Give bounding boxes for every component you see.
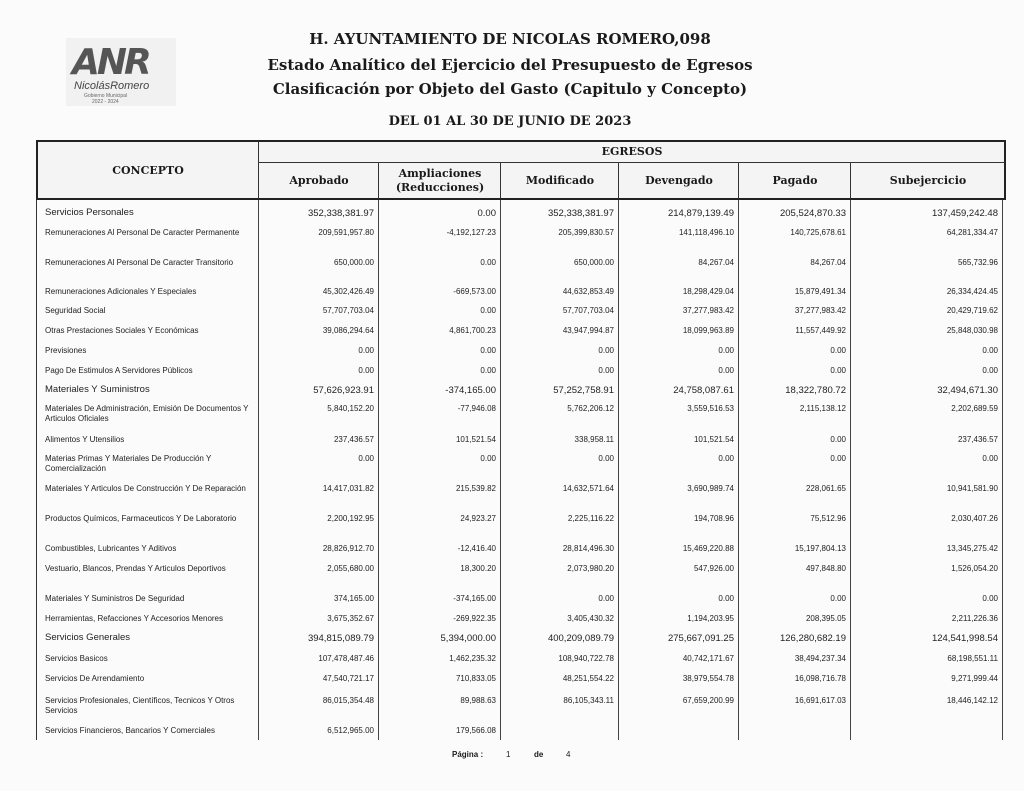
row-value: 0.00 xyxy=(830,435,846,444)
row-value: 2,202,689.59 xyxy=(951,404,998,413)
row-value: 228,061.65 xyxy=(805,484,846,493)
row-value: 84,267.04 xyxy=(698,258,734,267)
row-concept: Seguridad Social xyxy=(45,306,106,315)
row-value: 2,115,138.12 xyxy=(799,404,846,413)
row-value: 24,923.27 xyxy=(460,514,496,523)
col-header-modificado: Modificado xyxy=(500,163,619,198)
row-value: 68,198,551.11 xyxy=(947,654,998,663)
row-value: 107,478,487.46 xyxy=(318,654,374,663)
row-value: 205,524,870.33 xyxy=(779,208,846,219)
row-value: 0.00 xyxy=(982,346,998,355)
row-value: 0.00 xyxy=(830,454,846,463)
row-value: -669,573.00 xyxy=(453,287,496,296)
title-institution: H. AYUNTAMIENTO DE NICOLAS ROMERO,098 xyxy=(309,30,711,48)
row-value: 2,073,980.20 xyxy=(567,564,614,573)
row-value: -4,192,127.23 xyxy=(446,228,496,237)
row-value: 205,399,830.57 xyxy=(558,228,614,237)
logo-mark: ANR xyxy=(72,42,149,83)
row-value: 5,394,000.00 xyxy=(440,633,496,644)
row-value: 16,098,716.78 xyxy=(794,674,846,683)
row-concept: Vestuario, Blancos, Prendas Y Articulos Deportivos xyxy=(45,564,226,573)
row-concept: Herramientas, Refacciones Y Accesorios Menores xyxy=(45,614,224,623)
row-value: 20,429,719.62 xyxy=(946,306,998,315)
row-value: 2,200,192.95 xyxy=(327,514,374,523)
row-value: 208,395.05 xyxy=(805,614,846,623)
egresos-header: EGRESOS xyxy=(258,142,1005,163)
row-value: 26,334,424.45 xyxy=(946,287,998,296)
row-value: 0.00 xyxy=(830,366,846,375)
row-value: 400,209,089.79 xyxy=(547,633,614,644)
row-value: 2,030,407.26 xyxy=(951,514,998,523)
row-value: 0.00 xyxy=(598,346,614,355)
row-value: 18,099,963.89 xyxy=(682,326,734,335)
row-value: 3,675,352.67 xyxy=(327,614,374,623)
row-concept: Remuneraciones Adicionales Y Especiales xyxy=(45,287,197,296)
row-value: 3,690,989.74 xyxy=(687,484,734,493)
row-value: 5,840,152.20 xyxy=(327,404,374,413)
row-value: 43,947,994.87 xyxy=(562,326,614,335)
row-value: 1,526,054.20 xyxy=(951,564,998,573)
row-value: 215,539.82 xyxy=(455,484,496,493)
row-value: 47,540,721.17 xyxy=(322,674,374,683)
row-value: 3,559,516.53 xyxy=(687,404,734,413)
row-value: 64,281,334.47 xyxy=(946,228,998,237)
row-value: 141,118,496.10 xyxy=(678,228,734,237)
row-value: 15,197,804.13 xyxy=(794,544,846,553)
logo-years: 2022 - 2024 xyxy=(92,99,119,105)
row-value: 45,302,426.49 xyxy=(322,287,374,296)
row-value: -12,416.40 xyxy=(457,544,496,553)
row-concept: Productos Químicos, Farmaceuticos Y De Laboratorio xyxy=(45,514,237,523)
row-value: 75,512.96 xyxy=(810,514,846,523)
row-value: 18,300.20 xyxy=(460,564,496,573)
row-value: 0.00 xyxy=(718,366,734,375)
row-value: -374,165.00 xyxy=(445,385,496,396)
row-value: 0.00 xyxy=(480,306,496,315)
row-value: 44,632,853.49 xyxy=(562,287,614,296)
row-value: 0.00 xyxy=(358,366,374,375)
row-value: 126,280,682.19 xyxy=(779,633,846,644)
row-value: 86,015,354.48 xyxy=(322,696,374,705)
row-value: 16,691,617.03 xyxy=(794,696,846,705)
row-concept: Materiales De Administración, Emisión De Documentos Y Articulos Oficiales xyxy=(45,404,249,423)
budget-table xyxy=(36,140,1004,740)
col-header-aprobado: Aprobado xyxy=(258,163,379,198)
row-value: 710,833.05 xyxy=(455,674,496,683)
row-value: 18,446,142.12 xyxy=(946,696,998,705)
total-pages: 4 xyxy=(566,750,571,759)
row-value: 275,667,091.25 xyxy=(667,633,734,644)
document-titles xyxy=(200,30,820,98)
row-value: 101,521.54 xyxy=(693,435,734,444)
title-report: Estado Analítico del Ejercicio del Presupuesto de Egresos xyxy=(267,56,753,74)
row-value: 32,494,671.30 xyxy=(937,385,998,396)
row-value: 14,632,571.64 xyxy=(562,484,614,493)
row-value: 86,105,343.11 xyxy=(563,696,614,705)
page-label: Página : xyxy=(452,750,484,759)
row-value: 214,879,139.49 xyxy=(667,208,734,219)
row-value: 209,591,957.80 xyxy=(318,228,374,237)
page-number: 1 xyxy=(506,750,511,759)
row-value: 57,252,758.91 xyxy=(553,385,614,396)
row-value: 25,848,030.98 xyxy=(946,326,998,335)
row-value: 2,211,226.36 xyxy=(951,614,998,623)
row-value: 40,742,171.67 xyxy=(682,654,734,663)
row-concept: Remuneraciones Al Personal De Caracter Transitorio xyxy=(45,258,234,267)
logo-subtitle: Gobierno Municipal xyxy=(84,93,128,99)
row-value: 28,826,912.70 xyxy=(322,544,374,553)
row-value: 124,541,998.54 xyxy=(931,633,998,644)
row-value: 237,436.57 xyxy=(333,435,374,444)
row-value: 0.00 xyxy=(358,454,374,463)
row-value: 0.00 xyxy=(830,346,846,355)
row-concept: Pago De Estimulos A Servidores Públicos xyxy=(45,366,193,375)
row-value: 0.00 xyxy=(598,594,614,603)
row-value: -374,165.00 xyxy=(453,594,496,603)
row-value: 0.00 xyxy=(718,346,734,355)
row-concept: Servicios Generales xyxy=(45,632,131,643)
row-concept: Servicios De Arrendamiento xyxy=(45,674,145,683)
row-value: 0.00 xyxy=(480,366,496,375)
row-value: 140,725,678.61 xyxy=(790,228,846,237)
row-value: 37,277,983.42 xyxy=(794,306,846,315)
row-value: 2,225,116.22 xyxy=(567,514,614,523)
col-header-devengado: Devengado xyxy=(618,163,739,198)
row-value: 13,345,275.42 xyxy=(946,544,998,553)
row-value: 0.00 xyxy=(480,454,496,463)
title-classification: Clasificación por Objeto del Gasto (Capitulo y Concepto) xyxy=(272,80,748,98)
row-value: 37,277,983.42 xyxy=(682,306,734,315)
row-value: 2,055,680.00 xyxy=(327,564,374,573)
row-value: 338,958.11 xyxy=(574,435,614,444)
col-header-subejercicio: Subejercicio xyxy=(850,163,1005,198)
row-value: 497,848.80 xyxy=(805,564,846,573)
row-value: 0.00 xyxy=(598,454,614,463)
row-value: 547,926.00 xyxy=(693,564,734,573)
row-value: 18,298,429.04 xyxy=(682,287,734,296)
row-concept: Materiales Y Suministros De Seguridad xyxy=(45,594,185,603)
col-header-ampliaciones: Ampliaciones (Reducciones) xyxy=(378,163,501,198)
row-value: 38,979,554.78 xyxy=(682,674,734,683)
row-concept: Servicios Basicos xyxy=(45,654,108,663)
row-value: 5,762,206.12 xyxy=(567,404,614,413)
row-value: 352,338,381.97 xyxy=(547,208,614,219)
table-header xyxy=(36,140,1006,200)
row-value: 0.00 xyxy=(718,594,734,603)
row-concept: Servicios Profesionales, Científicos, Tecnicos Y Otros Servicios xyxy=(45,696,235,715)
row-value: 0.00 xyxy=(982,594,998,603)
row-concept: Remuneraciones Al Personal De Caracter Permanente xyxy=(45,228,240,237)
row-value: 394,815,089.79 xyxy=(307,633,374,644)
row-concept: Materias Primas Y Materiales De Producción Y Comercialización xyxy=(45,454,212,473)
row-value: 352,338,381.97 xyxy=(307,208,374,219)
row-value: 57,707,703.04 xyxy=(322,306,374,315)
row-value: 3,405,430.32 xyxy=(567,614,614,623)
row-concept: Combustibles, Lubricantes Y Aditivos xyxy=(45,544,177,553)
row-value: 137,459,242.48 xyxy=(931,208,998,219)
row-value: 28,814,496.30 xyxy=(562,544,614,553)
report-period: DEL 01 AL 30 DE JUNIO DE 2023 xyxy=(388,114,632,129)
row-value: 565,732.96 xyxy=(957,258,998,267)
row-value: 0.00 xyxy=(982,366,998,375)
row-value: 1,194,203.95 xyxy=(687,614,734,623)
row-value: 237,436.57 xyxy=(957,435,998,444)
row-value: 0.00 xyxy=(480,346,496,355)
row-value: 0.00 xyxy=(830,594,846,603)
row-value: 0.00 xyxy=(358,346,374,355)
row-value: 18,322,780.72 xyxy=(785,385,846,396)
row-value: 11,557,449.92 xyxy=(795,326,846,335)
row-value: 0.00 xyxy=(982,454,998,463)
row-value: 57,626,923.91 xyxy=(313,385,374,396)
row-value: 4,861,700.23 xyxy=(449,326,496,335)
row-concept: Materiales Y Suministros xyxy=(45,384,150,395)
row-value: 194,708.96 xyxy=(693,514,734,523)
row-value: 179,566.08 xyxy=(455,726,496,735)
row-value: 38,494,237.34 xyxy=(794,654,846,663)
row-value: 15,469,220.88 xyxy=(682,544,734,553)
row-value: 101,521.54 xyxy=(455,435,496,444)
row-concept: Servicios Financieros, Bancarios Y Comerciales xyxy=(45,726,215,735)
logo-name: NicolásRomero xyxy=(74,80,150,92)
row-value: 67,659,200.99 xyxy=(682,696,734,705)
col-header-pagado: Pagado xyxy=(738,163,851,198)
row-concept: Servicios Personales xyxy=(45,207,134,218)
row-value: 48,251,554.22 xyxy=(562,674,614,683)
row-concept: Previsiones xyxy=(45,346,87,355)
row-concept: Alimentos Y Utensilios xyxy=(45,435,125,444)
row-value: -269,922.35 xyxy=(453,614,496,623)
page-of-label: de xyxy=(534,750,544,759)
row-value: 0.00 xyxy=(718,454,734,463)
row-value: 84,267.04 xyxy=(810,258,846,267)
row-value: 10,941,581.90 xyxy=(946,484,998,493)
row-value: 9,271,999.44 xyxy=(951,674,998,683)
row-value: 14,417,031.82 xyxy=(322,484,374,493)
concepto-header: CONCEPTO xyxy=(112,163,184,177)
municipal-logo xyxy=(66,38,176,106)
row-value: 57,707,703.04 xyxy=(562,306,614,315)
row-value: -77,946.08 xyxy=(457,404,496,413)
row-value: 0.00 xyxy=(598,366,614,375)
row-value: 108,940,722.78 xyxy=(558,654,614,663)
row-value: 0.00 xyxy=(480,258,496,267)
row-concept: Materiales Y Articulos De Construcción Y De Reparación xyxy=(45,484,246,493)
row-value: 650,000.00 xyxy=(573,258,614,267)
row-value: 6,512,965.00 xyxy=(327,726,374,735)
row-value: 39,086,294.64 xyxy=(322,326,374,335)
row-value: 0.00 xyxy=(477,208,496,219)
row-value: 15,879,491.34 xyxy=(794,287,846,296)
row-value: 24,758,087.61 xyxy=(673,385,734,396)
column-divider xyxy=(1002,200,1003,740)
row-value: 374,165.00 xyxy=(333,594,374,603)
row-value: 89,988.63 xyxy=(460,696,496,705)
row-value: 650,000.00 xyxy=(333,258,374,267)
row-concept: Otras Prestaciones Sociales Y Económicas xyxy=(45,326,199,335)
row-value: 1,462,235.32 xyxy=(449,654,496,663)
